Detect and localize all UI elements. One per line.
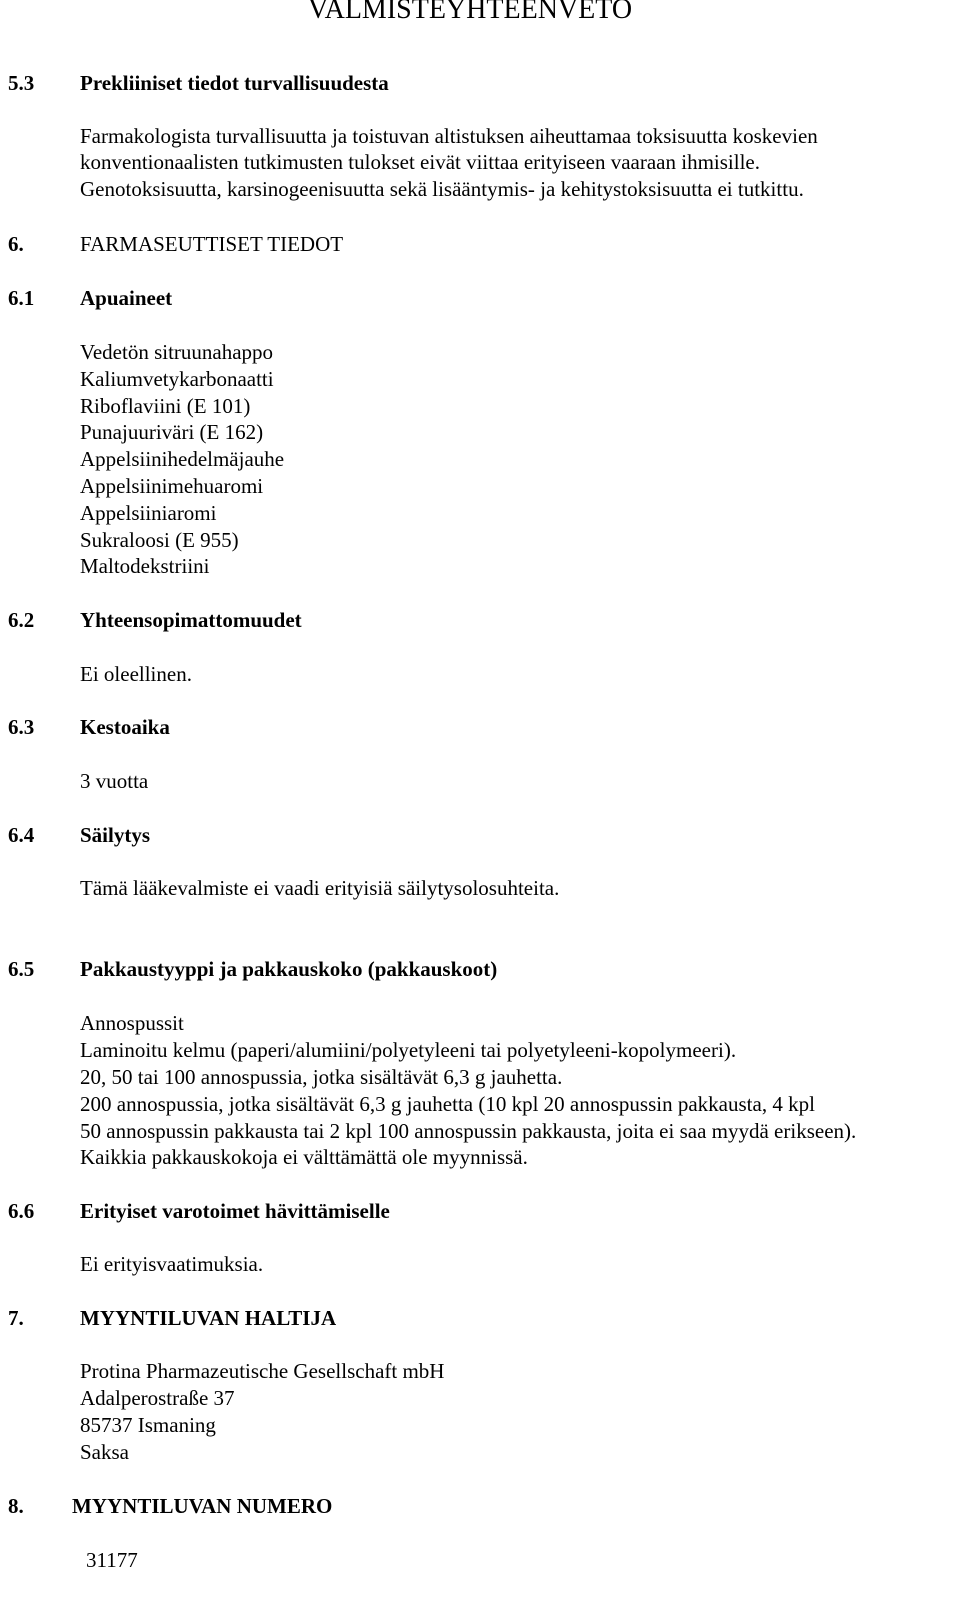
section-heading: Apuaineet [80,286,173,310]
section-number: 5.3 [8,71,35,95]
license-number: 31177 [86,1548,138,1572]
section-heading: Erityiset varotoimet hävittämiselle [80,1199,390,1223]
body-line: 50 annospussin pakkausta tai 2 kpl 100 annospussin pakkausta, joita ei saa myydä erikseen). [80,1119,857,1143]
list-item: Appelsiiniaromi [80,501,217,525]
list-item: Appelsiinihedelmäjauhe [80,447,285,471]
section-number: 6.6 [8,1199,35,1223]
body-line: 20, 50 tai 100 annospussia, jotka sisältävät 6,3 g jauhetta. [80,1065,563,1089]
body-line: Laminoitu kelmu (paperi/alumiini/polyetyleeni tai polyetyleeni-kopolymeeri). [80,1038,737,1062]
address-line: Adalperostraße 37 [80,1386,235,1410]
address-line: Saksa [80,1440,129,1464]
section-heading: Yhteensopimattomuudet [80,608,302,632]
section-number: 6.4 [8,823,35,847]
body-line: Genotoksisuutta, karsinogeenisuutta sekä lisääntymis- ja kehitystoksisuutta ei tutkittu. [80,177,804,201]
body-line: Ei oleellinen. [80,662,192,686]
document-title: VALMISTEYHTEENVETO [308,0,633,25]
body-line: Ei erityisvaatimuksia. [80,1252,264,1276]
section-heading: Pakkaustyyppi ja pakkauskoko (pakkauskoot) [80,957,498,981]
section-heading: MYYNTILUVAN HALTIJA [80,1306,337,1330]
section-heading: Prekliiniset tiedot turvallisuudesta [80,71,389,95]
list-item: Riboflaviini (E 101) [80,394,251,418]
section-heading: FARMASEUTTISET TIEDOT [80,232,344,256]
address-line: 85737 Ismaning [80,1413,216,1437]
section-heading: MYYNTILUVAN NUMERO [72,1494,333,1518]
body-line: Kaikkia pakkauskokoja ei välttämättä ole myynnissä. [80,1145,528,1169]
body-line: 200 annospussia, jotka sisältävät 6,3 g jauhetta (10 kpl 20 annospussin pakkausta, 4 kpl [80,1092,815,1116]
body-line: Tämä lääkevalmiste ei vaadi erityisiä säilytysolosuhteita. [80,876,560,900]
list-item: Punajuuriväri (E 162) [80,420,264,444]
section-number: 6.3 [8,715,35,739]
section-heading: Säilytys [80,823,151,847]
list-item: Maltodekstriini [80,554,210,578]
list-item: Sukraloosi (E 955) [80,528,239,552]
list-item: Appelsiinimehuaromi [80,474,264,498]
body-line: 3 vuotta [80,769,149,793]
section-number: 6.1 [8,286,35,310]
list-item: Kaliumvetykarbonaatti [80,367,274,391]
section-heading: Kestoaika [80,715,170,739]
section-number: 6.2 [8,608,35,632]
section-number: 8. [8,1494,24,1518]
list-item: Vedetön sitruunahappo [80,340,274,364]
body-line: konventionaalisten tutkimusten tulokset eivät viittaa erityiseen vaaraan ihmisille. [80,150,760,174]
address-line: Protina Pharmazeutische Gesellschaft mbH [80,1359,445,1383]
body-line: Annospussit [80,1011,184,1035]
section-number: 6.5 [8,957,35,981]
section-number: 6. [8,232,24,256]
body-line: Farmakologista turvallisuutta ja toistuvan altistuksen aiheuttamaa toksisuutta koskevien [80,124,818,148]
section-number: 7. [8,1306,24,1330]
